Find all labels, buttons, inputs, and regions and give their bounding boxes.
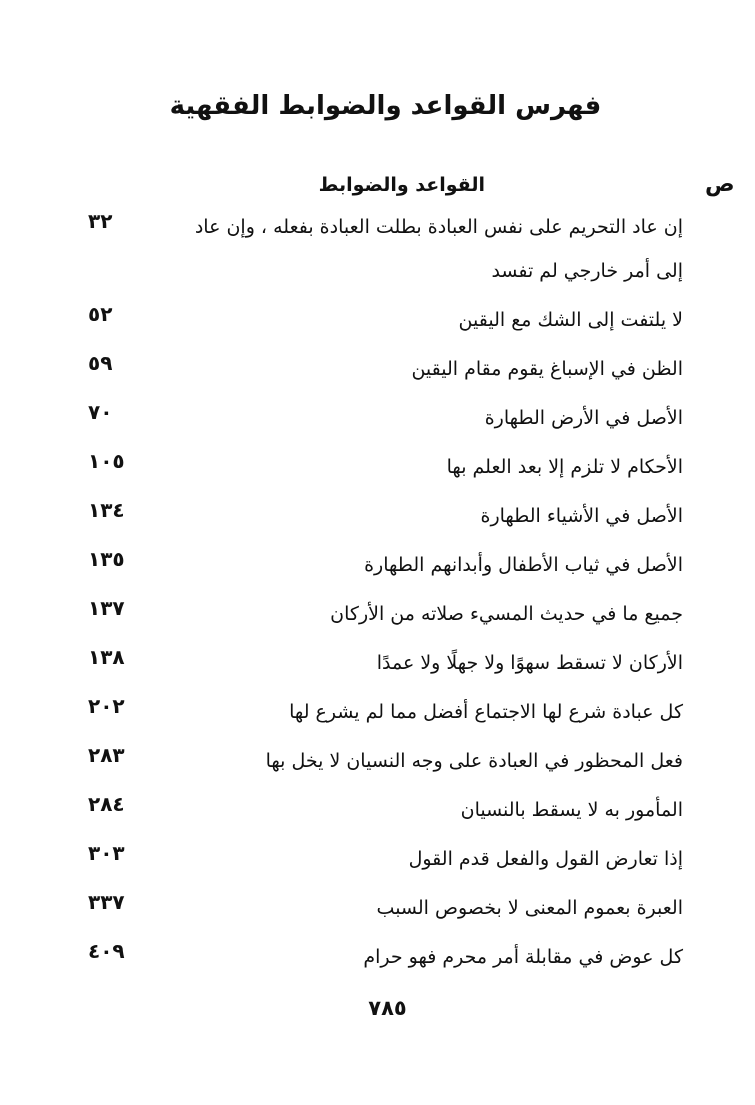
rule-text: الأصل في الأشياء الطهارة [480,505,683,527]
page-ref: ٥٩ [88,351,113,375]
rule-text: الأصل في الأرض الطهارة [484,407,683,429]
index-row [0,203,755,296]
index-row [0,737,755,786]
index-row [0,933,755,982]
table-header [0,170,755,202]
rule-text: فعل المحظور في العبادة على وجه النسيان لا يخل بها [265,750,683,772]
rule-text: الأحكام لا تلزم إلا بعد العلم بها [446,456,683,478]
index-row [0,688,755,737]
page-ref: ١٠٥ [88,449,125,473]
index-row [0,394,755,443]
index-list [0,203,755,982]
index-row [0,541,755,590]
page-ref: ١٣٨ [88,645,125,669]
rule-text: إذا تعارض القول والفعل قدم القول [408,848,683,870]
index-row [0,345,755,394]
index-row [0,835,755,884]
index-row [0,443,755,492]
rule-text: الظن في الإسباغ يقوم مقام اليقين [411,358,683,380]
page-number: ٧٨٥ [368,996,407,1020]
index-row [0,786,755,835]
rule-text: العبرة بعموم المعنى لا بخصوص السبب [376,897,683,919]
page-ref: ٣٣٧ [88,890,125,914]
page-column-header: ص [705,172,735,197]
index-row [0,492,755,541]
page-ref: ٤٠٩ [88,939,125,963]
rule-text: لا يلتفت إلى الشك مع اليقين [458,309,683,331]
page-ref: ٢٨٣ [88,743,125,767]
page-ref: ١٣٧ [88,596,125,620]
rule-text: الأصل في ثياب الأطفال وأبدانهم الطهارة [364,554,683,576]
rule-text: كل عبادة شرع لها الاجتماع أفضل مما لم يشرع لها [289,701,683,723]
rule-text: الأركان لا تسقط سهوًا ولا جهلًا ولا عمدًا [376,652,683,674]
index-row [0,296,755,345]
page-ref: ٣٢ [88,209,113,233]
index-row [0,884,755,933]
page-ref: ٧٠ [88,400,113,424]
rule-text: المأمور به لا يسقط بالنسيان [460,799,683,821]
rule-text: جميع ما في حديث المسيء صلاته من الأركان [330,603,683,625]
rule-text: كل عوض في مقابلة أمر محرم فهو حرام [363,946,683,968]
page-ref: ٣٠٣ [88,841,125,865]
page-title: فهرس القواعد والضوابط الفقهية [169,91,602,121]
page-ref: ٢٠٢ [88,694,125,718]
page-ref: ٢٨٤ [88,792,125,816]
topic-column-header: القواعد والضوابط [318,174,485,196]
rule-text: إن عاد التحريم على نفس العبادة بطلت العبادة بفعله ، وإن عاد إلى أمر خارجي لم تفسد [194,216,683,282]
index-row [0,590,755,639]
index-row [0,639,755,688]
page-ref: ٥٢ [88,302,113,326]
page-ref: ١٣٥ [88,547,125,571]
page-ref: ١٣٤ [88,498,125,522]
